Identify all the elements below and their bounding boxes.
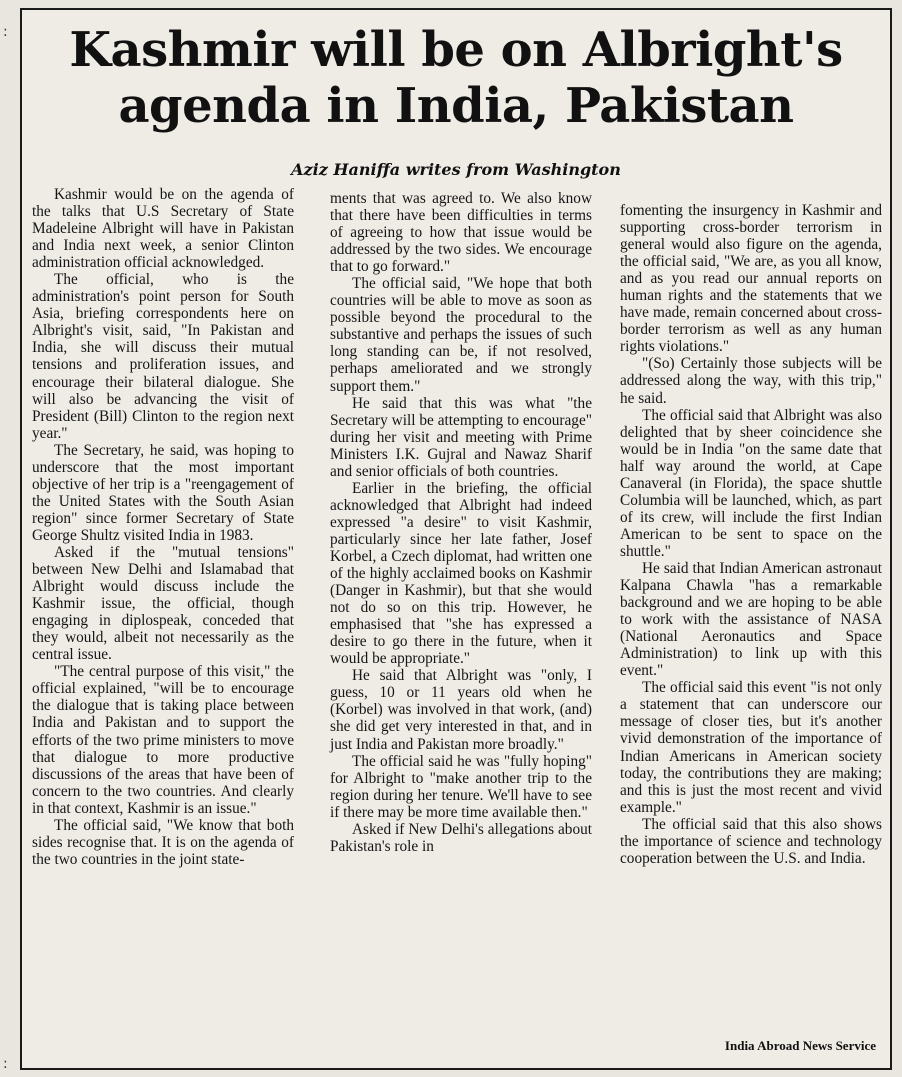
article-paragraph: The official said he was "fully hoping" for Albright to "make another trip to the region during her tenure. We'll have to see if there may be more time available then." — [330, 752, 592, 821]
article-paragraph: Asked if the "mutual tensions" between New Delhi and Islamabad that Albright would discuss include the Kashmir issue, the official, though engaging in diplospeak, conceded that they would, albeit not necessarily as the central issue. — [32, 543, 294, 664]
byline: Aziz Haniffa writes from Washington — [291, 160, 621, 179]
article-paragraph: ments that was agreed to. We also know that there have been difficulties in terms of agreeing to how that issue would be addressed by the two sides. We encourage that to go forward." — [330, 190, 592, 276]
article-paragraph: The official said that Albright was also delighted that by sheer coincidence she would be in India "on the same date that half way around the world, at Cape Canaveral (in Florida), the space shuttle Columbia will be launched, which, as part of its crew, will include the first Indian American to be sent to space on the shuttle." — [620, 406, 882, 560]
article-paragraph: "The central purpose of this visit," the official explained, "will be to encourage the dialogue that is taking place between India and Pakistan and to support the efforts of the two prime ministers to move that dialogue to more productive discussions of the areas that have been of concern to the two countries. And clearly in that context, Kashmir is an issue." — [32, 663, 294, 817]
article-paragraph: He said that Indian American astronaut Kalpana Chawla "has a remarkable background and we are hoping to be able to work with the assistance of NASA (National Aeronautics and Space Administration) to link up with this event." — [620, 559, 882, 680]
scan-mark-bottom: : — [3, 1056, 8, 1072]
article-paragraph: Asked if New Delhi's allegations about Pakistan's role in — [330, 820, 592, 855]
article-paragraph: The official said, "We know that both sides recognise that. It is on the agenda of the two countries in the joint state- — [32, 816, 294, 868]
headline: Kashmir will be on Albright's agenda in India, Pakistan — [69, 22, 843, 134]
article-paragraph: The official, who is the administration's point person for South Asia, briefing correspondents here on Albright's visit, said, "In Pakistan and India, she will discuss their mutual tensions and proliferation issues, and encourage their bilateral dialogue. She will also be advancing the visit of President (Bill) Clinton to the region next year." — [32, 271, 294, 442]
article-paragraph: Kashmir would be on the agenda of the talks that U.S Secretary of State Madeleine Albright will have in Pakistan and India next week, a senior Clinton administration official acknowledged. — [32, 186, 294, 272]
news-service-credit: India Abroad News Service — [724, 1038, 876, 1053]
article-paragraph: The official said that this also shows the importance of science and technology cooperation between the U.S. and India. — [620, 815, 882, 867]
article-paragraph: He said that Albright was "only, I guess, 10 or 11 years old when he (Korbel) was involved in that work, (and) she did get very interested in that, and in just India and Pakistan more broadly." — [330, 667, 592, 753]
article-column-3 — [620, 202, 882, 867]
article-paragraph: The Secretary, he said, was hoping to underscore that the most important objective of her trip is a "reengagement of the United States with the South Asian region" since former Secretary of State George Shultz visited India in 1983. — [32, 441, 294, 544]
scan-mark-top: : — [3, 24, 8, 40]
article-paragraph: The official said, "We hope that both countries will be able to move as soon as possible beyond the procedural to the substantive and perhaps the issues of such long standing can be, if not resolved, perhaps ameliorated and we strongly support them." — [330, 275, 592, 395]
article-paragraph: He said that this was what "the Secretary will be attempting to encourage" during her visit and meeting with Prime Ministers I.K. Gujral and Nawaz Sharif and senior officials of both countries. — [330, 394, 592, 480]
article-column-2 — [330, 190, 592, 855]
article-column-1 — [32, 186, 294, 868]
article-paragraph: fomenting the insurgency in Kashmir and supporting cross-border terrorism in general would also figure on the agenda, the official said, "We are, as you all know, and as you read our annual reports on human rights and the statements that we have made, remain concerned about cross-border terrorism as well as any human rights violations." — [620, 202, 882, 356]
article-paragraph: "(So) Certainly those subjects will be addressed along the way, with this trip," he said. — [620, 355, 882, 407]
newspaper-clipping — [20, 8, 892, 1070]
article-paragraph: The official said this event "is not only a statement that can underscore our message of closer ties, but it's another vivid demonstration of the importance of Indian Americans in American society today, the contributions they are making; and this is just the most recent and vivid example." — [620, 679, 882, 816]
article-paragraph: Earlier in the briefing, the official acknowledged that Albright had indeed expressed "a desire" to visit Kashmir, particularly since her late father, Josef Korbel, a Czech diplomat, had written one of the highly acclaimed books on Kashmir (Danger in Kashmir), but that she would not do so on this trip. However, he emphasised that "she has expressed a desire to go there in the future, when it would be appropriate." — [330, 479, 592, 668]
